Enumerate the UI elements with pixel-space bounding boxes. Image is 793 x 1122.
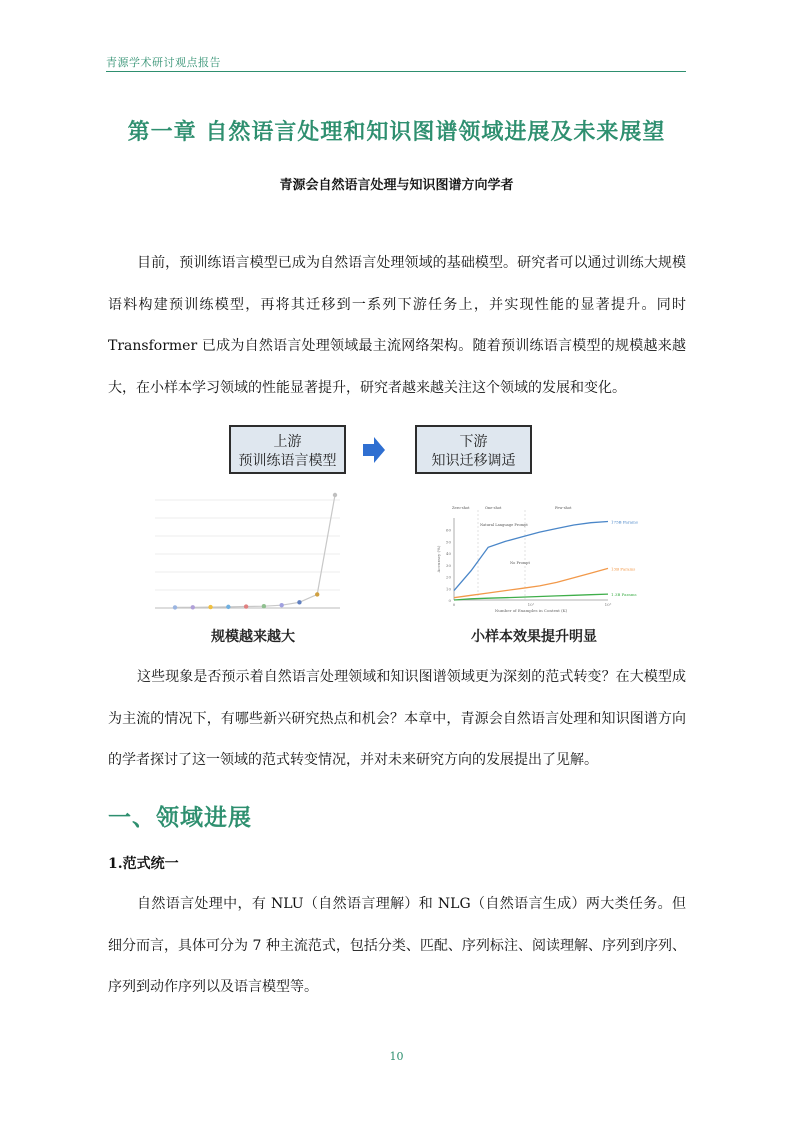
chart-annotation: Zero-shot bbox=[452, 506, 470, 510]
header-title: 青源学术研讨观点报告 bbox=[106, 56, 221, 69]
trend-line bbox=[175, 495, 335, 607]
model-point bbox=[279, 603, 283, 607]
chart-annotation: One-shot bbox=[485, 506, 502, 510]
few-shot-accuracy-chart bbox=[430, 500, 640, 615]
series-line bbox=[454, 568, 608, 597]
series-label: 1.3B Params bbox=[611, 592, 637, 598]
y-tick-label: 10 bbox=[445, 586, 451, 592]
model-point bbox=[244, 604, 248, 608]
y-tick-label: 60 bbox=[445, 527, 451, 533]
upstream-box bbox=[229, 425, 346, 474]
downstream-transfer-label: 知识迁移调适 bbox=[431, 453, 516, 469]
x-tick-label: 0 bbox=[452, 602, 456, 607]
y-tick-label: 20 bbox=[445, 574, 451, 580]
question-paragraph: 这些现象是否预示着自然语言处理领域和知识图谱领域更为深刻的范式转变？在大模型成为主流的情况下，有哪些新兴研究热点和机会？本章中，青源会自然语言处理和知识图谱方向的学者探讨了这一领域的范式转变情况，并对未来研究方向的发展提出了见解。 bbox=[108, 669, 686, 768]
y-tick-label: 40 bbox=[445, 551, 451, 557]
y-tick-label: 0 bbox=[448, 598, 451, 603]
model-point bbox=[315, 592, 319, 596]
intro-paragraph: 目前，预训练语言模型已成为自然语言处理领域的基础模型。研究者可以通过训练大规模语料构建预训练模型，再将其迁移到一系列下游任务上，并实现性能的显著提升。同时Transformer 已成为自然语言处理领域最主流网络架构。随着预训练语言模型的规模越来越大，在小样本学习领域的性能显著提升，研究者越来越关注这个领域的发展和变化。 bbox=[108, 255, 686, 396]
x-axis-label: Number of Examples in Context (K) bbox=[494, 608, 568, 613]
chart-annotation: Natural Language Prompt bbox=[480, 523, 528, 527]
model-point bbox=[191, 605, 195, 609]
x-tick-label: 10¹ bbox=[527, 602, 535, 607]
chapter-subtitle: 青源会自然语言处理与知识图谱方向学者 bbox=[279, 178, 514, 193]
series-label: 175B Params bbox=[611, 519, 638, 525]
upstream-model-label: 预训练语言模型 bbox=[238, 453, 337, 469]
y-tick-label: 50 bbox=[445, 539, 451, 545]
model-point bbox=[226, 605, 230, 609]
downstream-box bbox=[415, 425, 532, 474]
section-heading: 一、领域进展 bbox=[108, 804, 252, 831]
figure-caption-right: 小样本效果提升明显 bbox=[471, 629, 597, 645]
upstream-label: 上游 bbox=[273, 434, 302, 450]
chart-annotation: No Prompt bbox=[510, 561, 530, 565]
model-point bbox=[173, 605, 177, 609]
header-rule bbox=[106, 71, 686, 72]
x-tick-label: 10² bbox=[604, 602, 612, 607]
y-tick-label: 30 bbox=[445, 562, 451, 568]
chart-annotation: Few-shot bbox=[555, 506, 572, 510]
series-line bbox=[454, 522, 608, 591]
model-point bbox=[333, 493, 337, 497]
model-scale-chart bbox=[145, 490, 345, 620]
page-number: 10 bbox=[389, 1050, 404, 1063]
figure-caption-left: 规模越来越大 bbox=[211, 629, 295, 645]
paradigm-paragraph: 自然语言处理中，有 NLU（自然语言理解）和 NLG（自然语言生成）两大类任务。但细分而言，具体可分为 7 种主流范式，包括分类、匹配、序列标注、阅读理解、序列到序列、序列到动作序列以及语言模型等。 bbox=[108, 896, 686, 995]
model-point bbox=[297, 600, 301, 604]
right-arrow-icon bbox=[363, 437, 385, 463]
model-point bbox=[208, 605, 212, 609]
y-axis-label: Accuracy (%) bbox=[436, 545, 441, 573]
downstream-label: 下游 bbox=[459, 434, 488, 450]
series-label: 13B Params bbox=[611, 566, 636, 572]
chapter-title: 第一章 自然语言处理和知识图谱领域进展及未来展望 bbox=[127, 119, 666, 145]
model-point bbox=[262, 604, 266, 608]
subsection-heading: 1.范式统一 bbox=[108, 856, 179, 872]
